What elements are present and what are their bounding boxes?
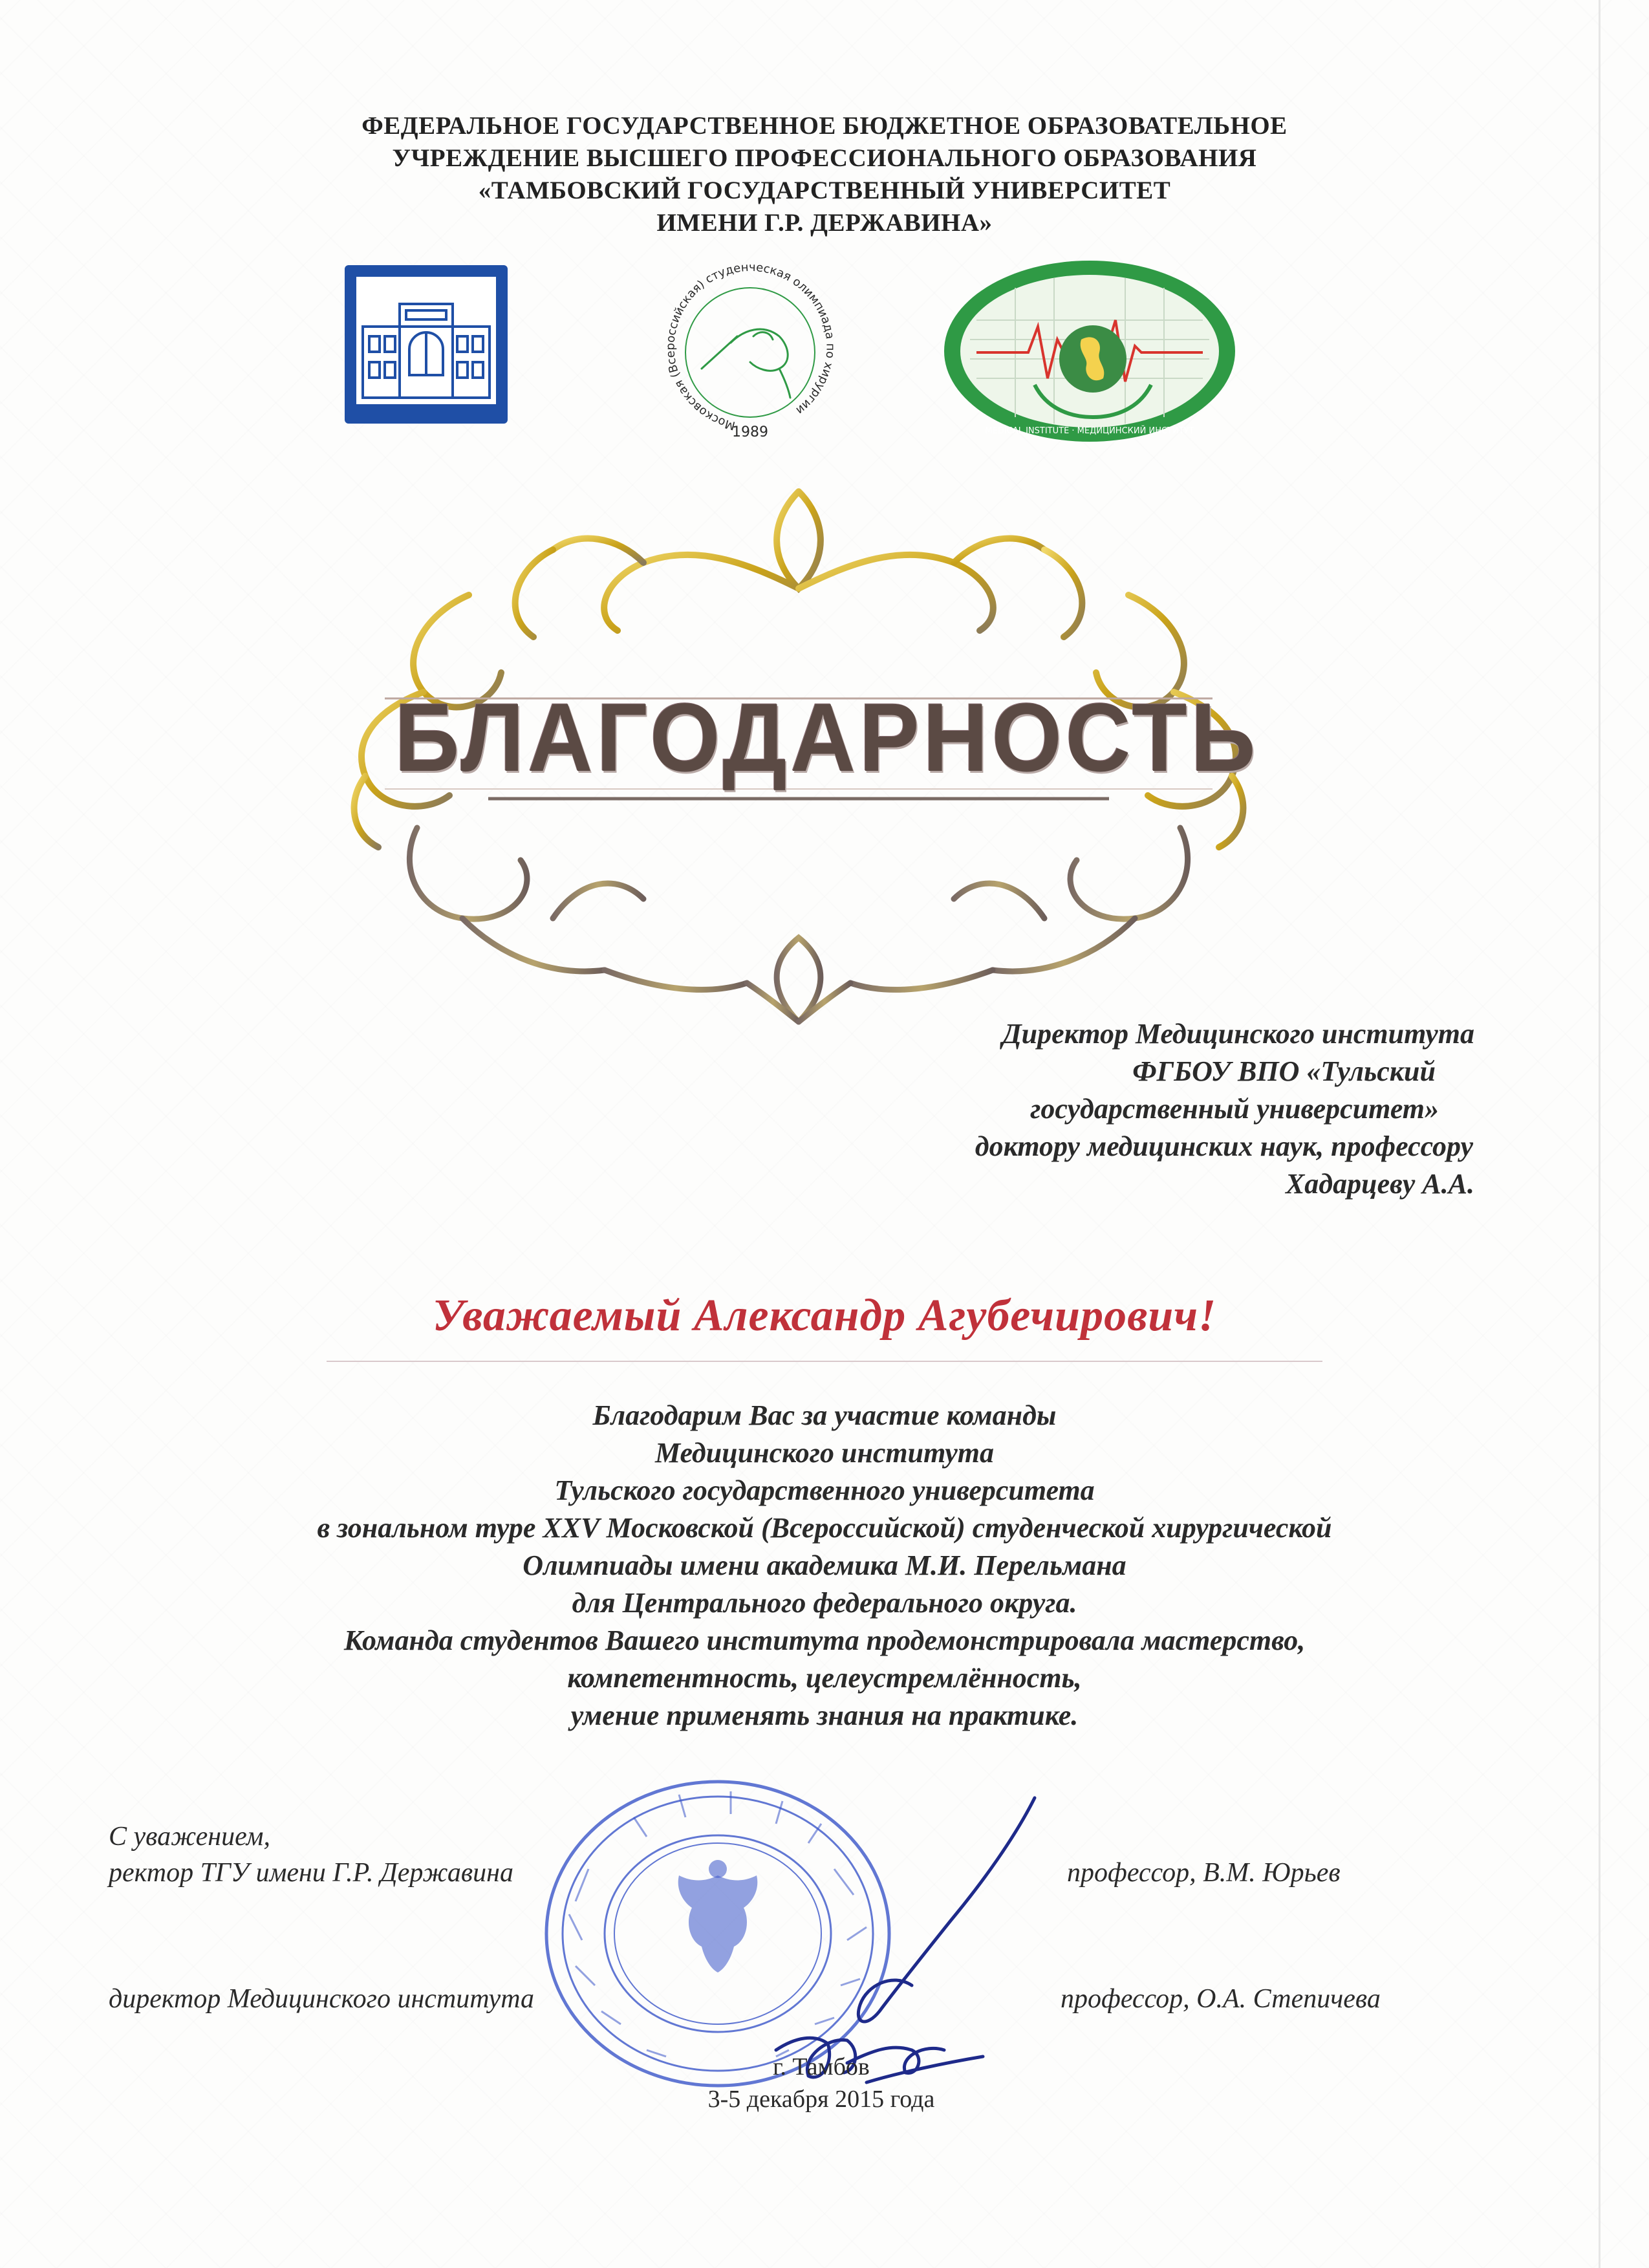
body-line-2: Медицинского института <box>654 1437 994 1469</box>
issue-date: 3-5 декабря 2015 года <box>707 2086 935 2113</box>
body-line-1: Благодарим Вас за участие команды <box>592 1399 1057 1431</box>
olympiad-ring-text: Московская (Всероссийская) студенческая олимпиада по хирургии <box>663 260 837 433</box>
institution-header <box>194 110 1455 239</box>
director-name: профессор, О.А. Степичева <box>1061 1984 1381 2014</box>
gratitude-body <box>129 1397 1520 1734</box>
header-line-3: «ТАМБОВСКИЙ ГОСУДАРСТВЕННЫЙ УНИВЕРСИТЕТ <box>478 177 1171 204</box>
greeting: Уважаемый Александр Агубечирович! <box>432 1291 1217 1341</box>
tsu-logo <box>345 265 508 424</box>
header-line-1: ФЕДЕРАЛЬНОЕ ГОСУДАРСТВЕННОЕ БЮДЖЕТНОЕ ОБРАЗОВАТЕЛЬНОЕ <box>361 112 1288 140</box>
olympiad-year: 1989 <box>732 424 768 440</box>
med-logo-text: MEDICAL INSTITUTE · МЕДИЦИНСКИЙ ИНСТИТУТ <box>985 426 1194 436</box>
document-title: БЛАГОДАРНОСТЬ <box>394 683 1260 792</box>
addressee-line-4: доктору медицинских наук, профессору <box>975 1130 1473 1162</box>
addressee-line-5: Хадарцеву А.А. <box>1285 1168 1474 1200</box>
addressee-line-2: ФГБОУ ВПО «Тульский <box>1132 1055 1436 1087</box>
body-line-4: в зональном туре XXV Московской (Всероссийской) студенческой хирургической <box>317 1512 1332 1544</box>
body-line-5: Олимпиады имени академика М.И. Перельмана <box>523 1550 1126 1581</box>
addressee-block <box>711 1015 1474 1203</box>
medical-institute-logo <box>938 255 1242 446</box>
body-line-7: Команда студентов Вашего института продемонстрировала мастерство, <box>343 1625 1306 1656</box>
scan-edge-line <box>1599 0 1600 2268</box>
svg-text:Московская (Всероссийская) сту <box>663 261 837 433</box>
header-line-4: ИМЕНИ Г.Р. ДЕРЖАВИНА» <box>656 209 993 237</box>
body-line-9: умение применять знания на практике. <box>570 1700 1079 1731</box>
body-line-3: Тульского государственного университета <box>554 1474 1095 1506</box>
olympiad-logo <box>640 259 860 453</box>
body-line-6: для Центрального федерального округа. <box>572 1587 1077 1619</box>
header-line-2: УЧРЕЖДЕНИЕ ВЫСШЕГО ПРОФЕССИОНАЛЬНОГО ОБРАЗОВАНИЯ <box>392 144 1257 172</box>
rector-role: ректор ТГУ имени Г.Р. Державина <box>109 1858 513 1888</box>
closing-respect: С уважением, <box>109 1822 270 1852</box>
greeting-divider <box>327 1361 1322 1362</box>
addressee-line-1: Директор Медицинского института <box>1002 1018 1474 1050</box>
director-role: директор Медицинского института <box>109 1984 535 2014</box>
handwritten-signature <box>770 1778 1073 2095</box>
rector-name: профессор, В.М. Юрьев <box>1067 1858 1341 1888</box>
issue-city: г. Тамбов <box>773 2053 870 2080</box>
addressee-line-3: государственный университет» <box>1030 1093 1439 1125</box>
body-line-8: компетентность, целеустремлённость, <box>567 1662 1082 1694</box>
